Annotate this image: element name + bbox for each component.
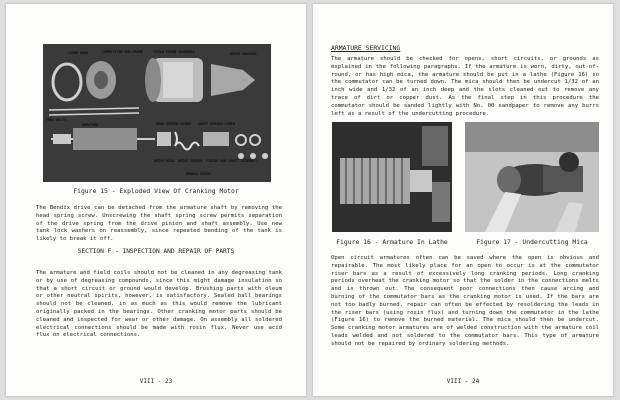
armature-servicing-heading: ARMATURE SERVICING (331, 44, 401, 52)
callout-head-spring-screw: HEAD SPRING SCREW (156, 122, 191, 126)
callout-drive-housing: DRIVE HOUSING (230, 52, 257, 56)
left-page (6, 4, 306, 396)
figure-16-caption: Figure 16 - Armature In Lathe (336, 238, 448, 246)
cleaning-paragraph: The armature and field coils should not be cleaned in any degreasing tank or by use of degreasing compounds, since this might damage insulation so that a short circuit or ground would develop. Brushing parts with oleum or other neutral spirits, however, is satisfactory. Sealed ball bearings should not be cleaned, in as much as this would remove the lubricant originally packed in the bearings. Other cranking motor parts should be cleaned and inspected for wear or other damage. On assembly all soldered electrical connections should be made with rosin flux. Never use acid flux on electrical connections. (36, 270, 282, 339)
page-number-left: VIII - 23 (139, 378, 173, 385)
callout-pinion-and-shaft-assembly: PINION AND SHAFT ASSEMBLY (206, 159, 258, 163)
figure-15-caption: Figure 15 - Exploded View Of Cranking Motor (73, 187, 239, 195)
callout-drive-head: DRIVE HEAD (154, 159, 175, 163)
right-page (313, 4, 613, 396)
undercutting-mica-photo (465, 122, 599, 232)
armature-lathe-illustration (332, 122, 452, 232)
callout-bendix-drive: BENDIX DRIVE (186, 172, 211, 176)
figure-17-caption: Figure 17 - Undercutting Mica (476, 238, 588, 246)
armature-in-lathe-photo (332, 122, 452, 232)
callout-armature: ARMATURE (82, 123, 99, 127)
callout-commutator-end-frame: COMMUTATOR END FRAME (102, 50, 143, 54)
callout-shaft-spring-screw: SHAFT SPRING SCREW (198, 122, 235, 126)
callout-thru-bolts: THRU BOLTS (46, 118, 67, 122)
callout-field-frame-assembly: FIELD FRAME ASSEMBLY (154, 50, 195, 54)
open-circuit-paragraph: Open circuit armatures often can be saved where the open is obvious and repairable. The most likely place for an open to occur is at the commutator riser bars as a result of excessively long cranking periods. Long cranking periods overheat the cranking motor so that the solder in the connections melts and is thrown out. The consequent poor connections then cause arcing and burning of the commutator bars as the cranking motor is used. If the bars are not too badly burned, repair can often be effected by resoldering the leads in the riser bars (using rosin flux) and turning down the commutator in the lathe (Figure 16) to remove the burned material. The mica should then be undercut. Some cranking motor armatures are of welded construction with the armature coil leads welded and not soldered to the commutator bars. This type of armature should not be repaired by ordinary soldering methods. (331, 255, 599, 347)
bendix-drive-paragraph: The Bendix drive can be detached from the armature shaft by removing the head spring screw. Unscrewing the shaft spring screw permits separation of the drive spring from the drive pinion and shaft assembly. Use new tank lock washers on reassembly, since repeated bending of the tank is likely to break it off. (36, 205, 282, 243)
section-f-heading: SECTION F - INSPECTION AND REPAIR OF PARTS (77, 248, 235, 255)
callout-cover-band: COVER BAND (68, 51, 89, 55)
page-number-right: VIII - 24 (446, 378, 480, 385)
callout-drive-spring: DRIVE SPRING (178, 159, 203, 163)
undercutting-illustration (465, 122, 599, 232)
armature-checking-paragraph: The armature should be checked for opens, short circuits, or grounds as explained in the following paragraphs. If the armature is worn, dirty, out-of-round, or has high mica, the armature should be put in a lathe (Figure 16) so the commutator can be turned down. The mica should then be undercut 1/32 of an inch wide and 1/32 of an inch deep and the slots cleaned out to remove any trace of dirt or copper dust. As the final step in this procedure the commutator should be sanded lightly with No. 00 sandpaper to remove any burrs left as a result of the undercutting procedure. (331, 56, 599, 117)
